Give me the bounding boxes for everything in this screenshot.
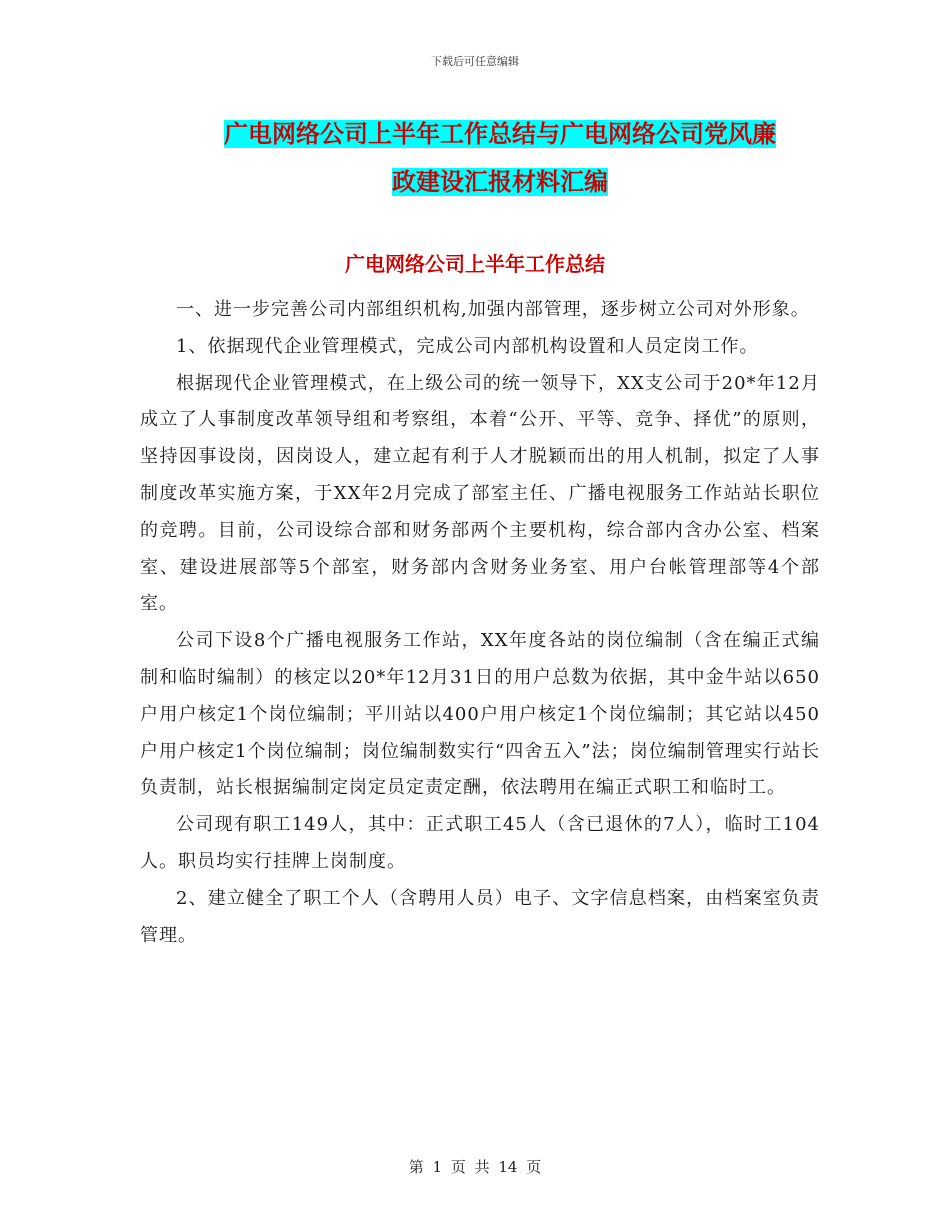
paragraph: 1、依据现代企业管理模式，完成公司内部机构设置和人员定岗工作。 [176,335,759,357]
paragraph: 公司下设8个广播电视服务工作站，XX年度各站的岗位编制（含在编正式编制和临时编制）的核定以20*年12月31日的用户总数为依据，其中金牛站以650户用户核定1个岗位编制；平川站以400户用户核定1个岗位编制；其它站以450户用户核定1个岗位编制；岗位编制数实行“四舍五入”法；岗位编制管理实行站长负责制，站长根据编制定岗定员定责定酬，依法聘用在编正式职工和临时工。 [140,630,820,799]
page-number: 第 1 页 共 14 页 [408,1158,542,1176]
title-line-2: 政建设汇报材料汇编 [392,168,608,196]
document-title [140,110,860,206]
paragraph: 根据现代企业管理模式，在上级公司的统一领导下，XX支公司于20*年12月成立了人事制度改革领导组和考察组，本着“公开、平等、竞争、择优”的原则，坚持因事设岗，因岗设人，建立起有利于人才脱颖而出的用人机制，拟定了人事制度改革实施方案，于XX年2月完成了部室主任、广播电视服务工作站站长职位的竞聘。目前，公司设综合部和财务部两个主要机构，综合部内含办公室、档案室、建设进展部等5个部室，财务部内含财务业务室、用户台帐管理部等4个部室。 [140,372,820,615]
paragraph: 2、建立健全了职工个人（含聘用人员）电子、文字信息档案，由档案室负责管理。 [140,887,820,946]
title-line-1: 广电网络公司上半年工作总结与广电网络公司党风廉 [224,120,776,148]
document-body [140,292,820,954]
paragraph: 一、进一步完善公司内部组织机构,加强内部管理，逐步树立公司对外形象。 [176,299,810,320]
section-title: 广电网络公司上半年工作总结 [345,252,605,276]
header-note: 下载后可任意编辑 [431,55,519,68]
paragraph: 公司现有职工149人，其中：正式职工45人（含已退休的7人），临时工104人。职员均实行挂牌上岗制度。 [140,814,820,872]
